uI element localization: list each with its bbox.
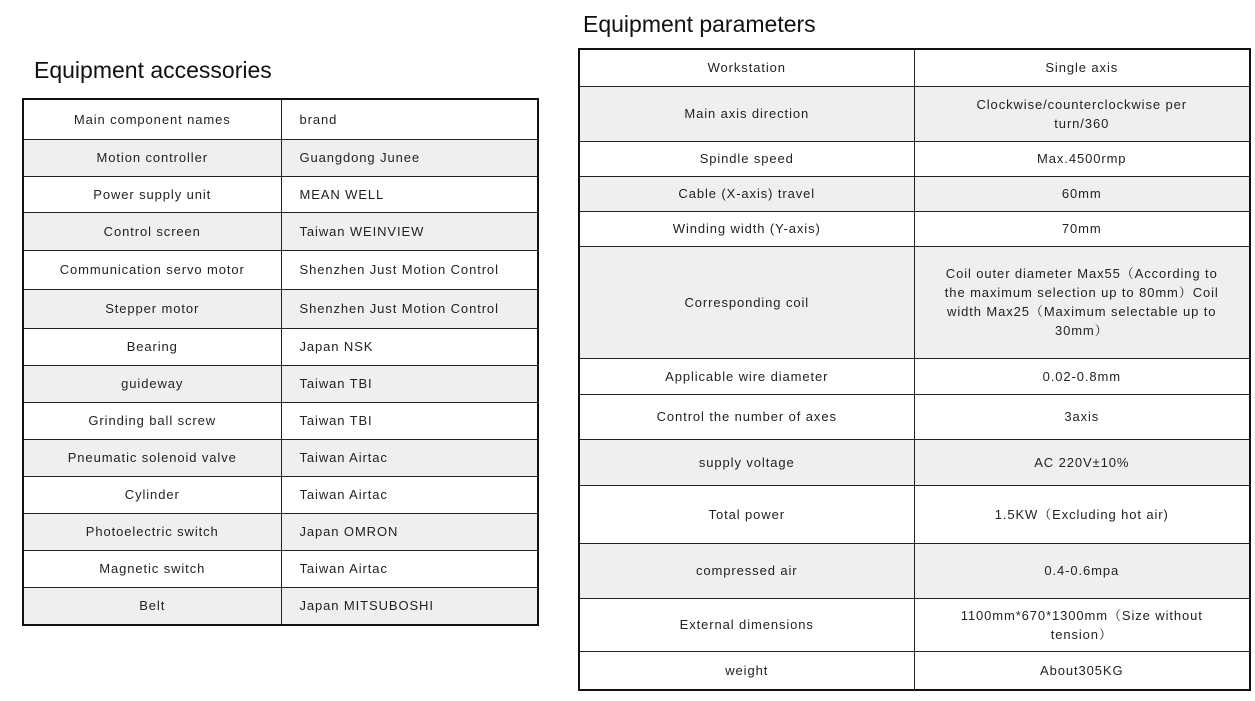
table-row [579,211,1250,246]
parameter-value: Clockwise/counterclockwise per turn/360 [914,86,1250,141]
table-row [23,328,538,365]
parameter-value: 0.02-0.8mm [914,358,1250,394]
table-row [579,141,1250,176]
table-row [23,250,538,289]
component-name: Stepper motor [23,289,281,328]
table-row [23,402,538,439]
component-brand: Taiwan Airtac [281,476,538,513]
parameters-table [578,48,1251,691]
component-brand: Japan OMRON [281,513,538,550]
component-name: Pneumatic solenoid valve [23,439,281,476]
parameter-name: Cable (X-axis) travel [579,176,914,211]
table-row [23,439,538,476]
component-name: Cylinder [23,476,281,513]
parameter-value: 3axis [914,394,1250,439]
table-row [23,212,538,250]
component-name: Belt [23,587,281,625]
component-brand: Shenzhen Just Motion Control [281,250,538,289]
component-brand: Taiwan TBI [281,365,538,402]
table-row [579,598,1250,651]
parameter-name: weight [579,651,914,690]
component-name: Main component names [23,99,281,139]
component-name: Bearing [23,328,281,365]
parameter-value: Max.4500rmp [914,141,1250,176]
table-row [23,139,538,176]
component-brand: Japan MITSUBOSHI [281,587,538,625]
parameter-name: compressed air [579,543,914,598]
component-name: Control screen [23,212,281,250]
component-brand: Taiwan WEINVIEW [281,212,538,250]
component-brand: Japan NSK [281,328,538,365]
parameter-name: External dimensions [579,598,914,651]
component-brand: brand [281,99,538,139]
component-name: guideway [23,365,281,402]
table-row [579,543,1250,598]
table-row [579,651,1250,690]
component-brand: Shenzhen Just Motion Control [281,289,538,328]
parameter-value: 0.4-0.6mpa [914,543,1250,598]
component-name: Power supply unit [23,176,281,212]
parameter-value: Coil outer diameter Max55（According to the maximum selection up to 80mm）Coil width Max25（Maximum selectable up to 30mm） [914,246,1250,358]
table-row [23,513,538,550]
parameters-title: Equipment parameters [583,11,816,37]
table-row [23,550,538,587]
table-row [23,365,538,402]
parameter-name: Main axis direction [579,86,914,141]
component-brand: Taiwan Airtac [281,439,538,476]
accessories-title: Equipment accessories [34,57,272,83]
parameter-name: Workstation [579,49,914,86]
parameter-name: Total power [579,485,914,543]
parameter-value: AC 220V±10% [914,439,1250,485]
parameter-name: Corresponding coil [579,246,914,358]
table-row [579,439,1250,485]
component-name: Motion controller [23,139,281,176]
parameter-value: 70mm [914,211,1250,246]
parameter-name: Control the number of axes [579,394,914,439]
component-brand: Guangdong Junee [281,139,538,176]
component-name: Communication servo motor [23,250,281,289]
table-row [579,246,1250,358]
parameter-value: 1.5KW（Excluding hot air) [914,485,1250,543]
parameter-name: supply voltage [579,439,914,485]
parameter-name: Spindle speed [579,141,914,176]
component-brand: Taiwan TBI [281,402,538,439]
parameter-value: Single axis [914,49,1250,86]
table-row [23,289,538,328]
parameter-value: 1100mm*670*1300mm（Size without tension） [914,598,1250,651]
table-row [23,476,538,513]
component-name: Photoelectric switch [23,513,281,550]
component-brand: MEAN WELL [281,176,538,212]
table-row [579,394,1250,439]
table-row [579,176,1250,211]
table-row [579,49,1250,86]
component-name: Magnetic switch [23,550,281,587]
component-brand: Taiwan Airtac [281,550,538,587]
table-row [23,587,538,625]
parameter-name: Winding width (Y-axis) [579,211,914,246]
table-row [23,176,538,212]
parameter-value: 60mm [914,176,1250,211]
component-name: Grinding ball screw [23,402,281,439]
parameter-value: About305KG [914,651,1250,690]
table-row [579,358,1250,394]
accessories-table [22,98,539,626]
parameter-name: Applicable wire diameter [579,358,914,394]
table-row [579,485,1250,543]
table-row [23,99,538,139]
table-row [579,86,1250,141]
